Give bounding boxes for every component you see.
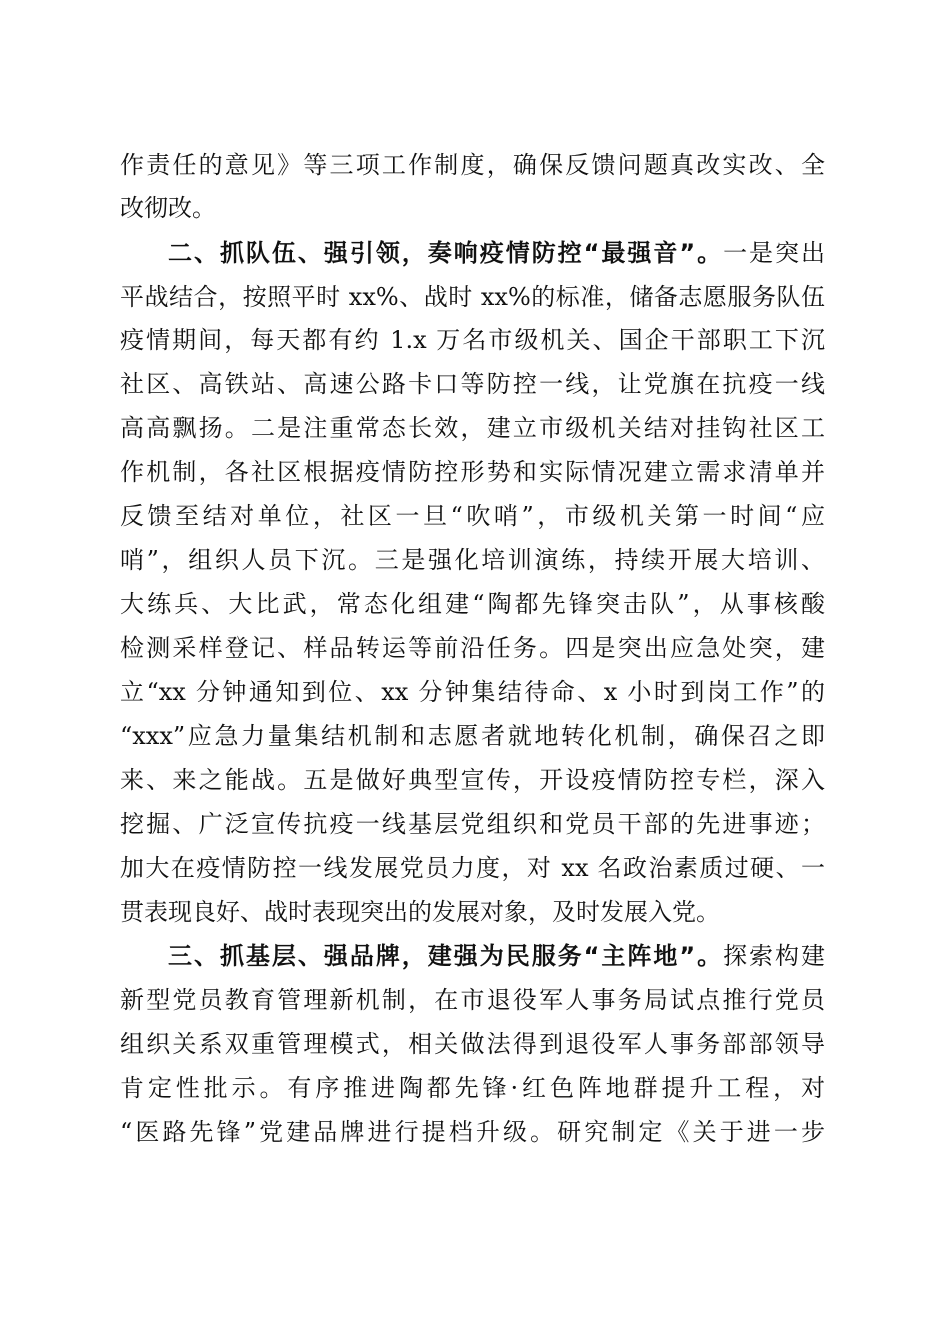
paragraph-2-line-10: 检测采样登记、样品转运等前沿任务。四是突出应急处突，建 (120, 634, 825, 662)
paragraph-2-line-11: 立“xx 分钟通知到位、xx 分钟集结待命、x 小时到岗工作”的 (120, 678, 825, 706)
paragraph-3-line-1 (168, 936, 825, 976)
paragraph-2-line-9: 大练兵、大比武，常态化组建“陶都先锋突击队”，从事核酸 (120, 590, 825, 618)
paragraph-2-line-8: 哨”，组织人员下沉。三是强化培训演练，持续开展大培训、 (120, 546, 825, 574)
paragraph-2-line-7: 反馈至结对单位，社区一旦“吹哨”，市级机关第一时间“应 (120, 502, 825, 530)
paragraph-2-line-6: 作机制，各社区根据疫情防控形势和实际情况建立需求清单并 (120, 458, 825, 486)
paragraph-2-line-1-rest: 一是突出 (723, 239, 826, 267)
section-heading-2: 二、抓队伍、强引领，奏响疫情防控“最强音”。 (168, 239, 724, 267)
paragraph-2-line-16: 贯表现良好、战时表现突出的发展对象，及时发展入党。 (120, 898, 720, 926)
paragraph-3-line-4: 肯定性批示。有序推进陶都先锋·红色阵地群提升工程，对 (120, 1074, 825, 1102)
paragraph-3-line-3: 组织关系双重管理模式，相关做法得到退役军人事务部部领导 (120, 1030, 825, 1058)
paragraph-2-line-3: 疫情期间，每天都有约 1.x 万名市级机关、国企干部职工下沉 (120, 326, 825, 354)
paragraph-3-line-5: “医路先锋”党建品牌进行提档升级。研究制定《关于进一步 (120, 1118, 825, 1146)
paragraph-3-line-2: 新型党员教育管理新机制，在市退役军人事务局试点推行党员 (120, 986, 825, 1014)
paragraph-2-line-13: 来、来之能战。五是做好典型宣传，开设疫情防控专栏，深入 (120, 766, 825, 794)
paragraph-2-line-1 (168, 233, 825, 273)
section-heading-3: 三、抓基层、强品牌，建强为民服务“主阵地”。 (168, 942, 724, 970)
paragraph-3-line-1-rest: 探索构建 (723, 942, 826, 970)
paragraph-1-line-2: 改彻改。 (120, 194, 216, 222)
paragraph-2-line-14: 挖掘、广泛宣传抗疫一线基层党组织和党员干部的先进事迹； (120, 810, 825, 838)
paragraph-2-line-12: “xxx”应急力量集结机制和志愿者就地转化机制，确保召之即 (120, 722, 825, 750)
paragraph-2-line-2: 平战结合，按照平时 xx%、战时 xx%的标准，储备志愿服务队伍 (120, 283, 825, 311)
paragraph-2-line-4: 社区、高铁站、高速公路卡口等防控一线，让党旗在抗疫一线 (120, 370, 825, 398)
paragraph-2-line-15: 加大在疫情防控一线发展党员力度，对 xx 名政治素质过硬、一 (120, 854, 825, 882)
paragraph-1-line-1: 作责任的意见》等三项工作制度，确保反馈问题真改实改、全 (120, 151, 825, 179)
paragraph-2-line-5: 高高飘扬。二是注重常态长效，建立市级机关结对挂钩社区工 (120, 414, 825, 442)
